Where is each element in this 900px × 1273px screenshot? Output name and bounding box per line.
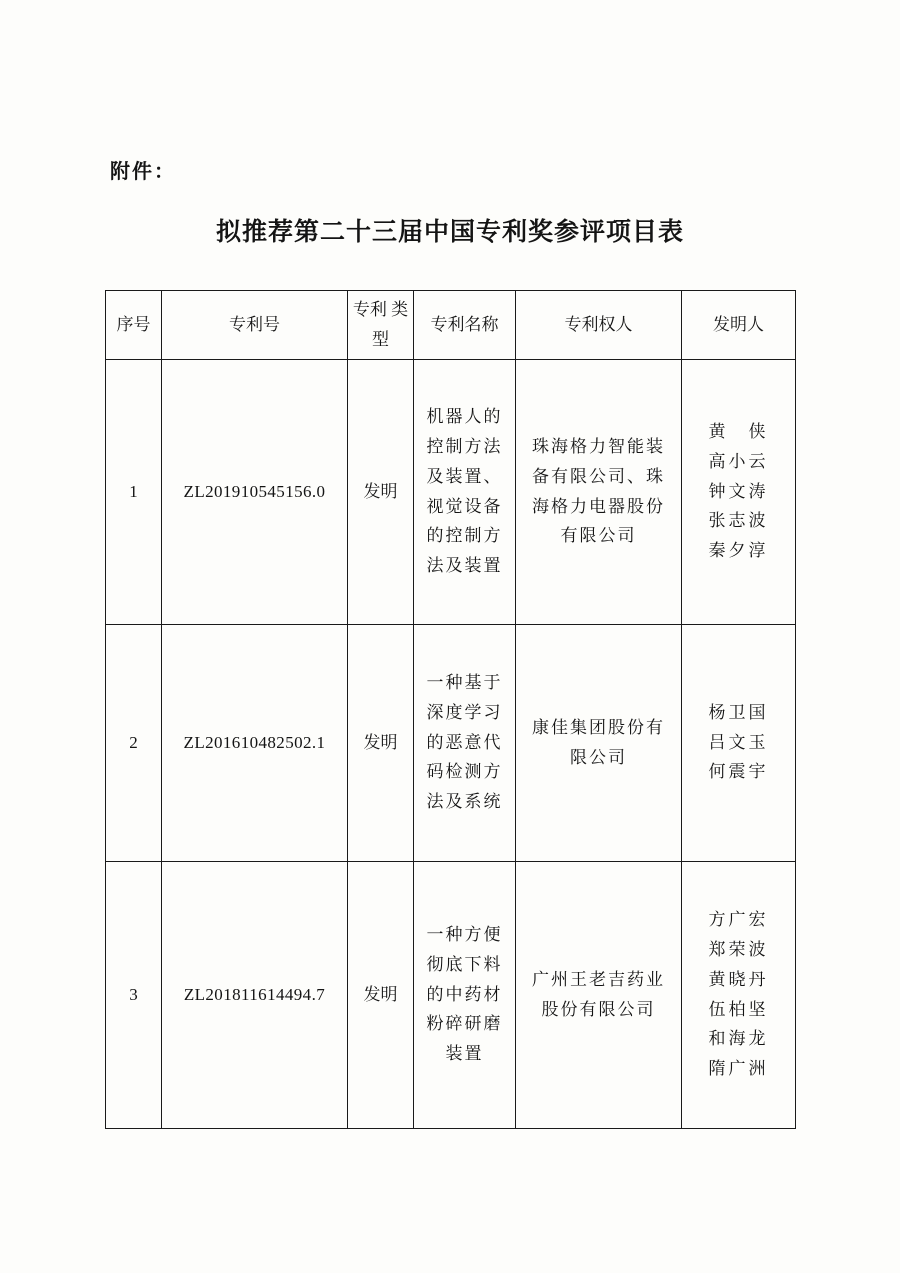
cell-patent-name-line: 一种基于 (426, 673, 503, 693)
cell-inventor-line: 张志波 (708, 511, 769, 531)
cell-patentee-line: 广州王老吉药业 (532, 969, 665, 989)
cell-patentee-line: 有限公司 (560, 526, 637, 546)
table-row (106, 359, 796, 624)
cell-inventor-line: 高小云 (708, 451, 769, 471)
attachment-label: 附件： (110, 161, 176, 183)
cell-inventor-line: 杨卫国 (708, 702, 769, 722)
column-header-patentee: 专利权人 (516, 291, 682, 360)
cell-no: 1 (106, 359, 162, 624)
cell-no: 2 (106, 624, 162, 861)
cell-patentee-line: 康佳集团股份有 (532, 717, 665, 737)
cell-patent-type: 发明 (348, 861, 414, 1128)
cell-inventor-line: 钟文涛 (708, 481, 769, 501)
patent-project-table (105, 290, 796, 1129)
page-title: 拟推荐第二十三届中国专利奖参评项目表 (215, 219, 684, 246)
cell-patentee-line: 备有限公司、珠 (532, 466, 665, 486)
cell-patent-name-line: 的中药材 (426, 984, 503, 1004)
column-header-patent-type (348, 291, 414, 360)
cell-patent-name-line: 及装置、 (426, 466, 503, 486)
cell-patent-name-line: 机器人的 (426, 407, 503, 427)
cell-patent-name-line: 粉碎研磨 (426, 1014, 503, 1034)
column-header-patent-type-line1: 专利 (352, 300, 387, 319)
table-row (106, 624, 796, 861)
cell-patent-number: ZL201811614494.7 (162, 861, 348, 1128)
cell-inventor-line: 和海龙 (708, 1029, 769, 1049)
cell-inventor-line: 伍柏坚 (708, 999, 769, 1019)
table-header-row (106, 291, 796, 360)
cell-inventor-line: 黄晓丹 (708, 969, 769, 989)
cell-patent-name (414, 624, 516, 861)
cell-patent-name (414, 359, 516, 624)
cell-patent-name-line: 一种方便 (426, 925, 503, 945)
cell-patentee-line: 海格力电器股份 (532, 496, 665, 516)
cell-patent-name-line: 视觉设备 (426, 496, 503, 516)
cell-patentee (516, 624, 682, 861)
cell-inventor-line: 秦夕淳 (708, 541, 769, 561)
cell-patent-number: ZL201910545156.0 (162, 359, 348, 624)
cell-patentee-line: 限公司 (570, 747, 627, 767)
column-header-patent-type-line2: 类型 (372, 300, 409, 349)
cell-patent-type: 发明 (348, 624, 414, 861)
cell-patent-name-line: 法及系统 (426, 792, 503, 812)
cell-patent-name-line: 装置 (445, 1044, 484, 1064)
cell-patentee (516, 359, 682, 624)
cell-patent-name-line: 的控制方 (426, 526, 503, 546)
cell-patentee-line: 股份有限公司 (541, 999, 656, 1019)
cell-patent-name-line: 深度学习 (426, 702, 503, 722)
cell-no: 3 (106, 861, 162, 1128)
column-header-patent-number: 专利号 (162, 291, 348, 360)
column-header-inventor: 发明人 (682, 291, 796, 360)
cell-patent-name-line: 法及装置 (426, 556, 503, 575)
cell-inventor (682, 624, 796, 861)
cell-inventor-line: 隋广洲 (708, 1059, 769, 1078)
cell-inventor-line: 何震宇 (708, 762, 769, 782)
table-row (106, 861, 796, 1128)
cell-patentee-line: 珠海格力智能装 (532, 437, 665, 456)
cell-inventor-line: 郑荣波 (708, 940, 769, 959)
cell-inventor-line: 吕文玉 (708, 732, 769, 752)
cell-inventor (682, 861, 796, 1128)
cell-patent-name-line: 控制方法 (426, 437, 503, 456)
cell-inventor-line: 黄 侠 (708, 422, 769, 442)
cell-patent-name-line: 码检测方 (426, 762, 503, 782)
cell-inventor-line: 方广宏 (708, 910, 769, 930)
cell-inventor (682, 359, 796, 624)
cell-patent-type: 发明 (348, 359, 414, 624)
column-header-no: 序号 (106, 291, 162, 360)
cell-patent-number: ZL201610482502.1 (162, 624, 348, 861)
cell-patent-name (414, 861, 516, 1128)
cell-patent-name-line: 彻底下料 (426, 954, 503, 974)
cell-patent-name-line: 的恶意代 (426, 732, 503, 752)
cell-patentee (516, 861, 682, 1128)
column-header-patent-name: 专利名称 (414, 291, 516, 360)
